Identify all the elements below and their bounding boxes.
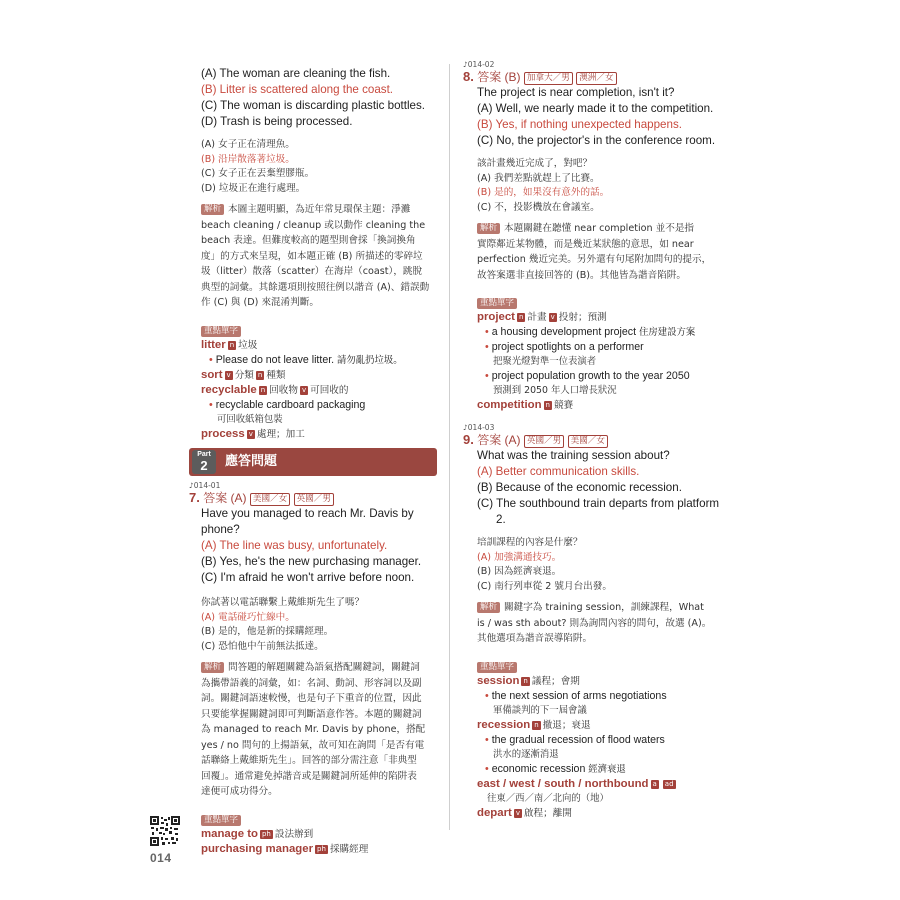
audio-track-label: ♪014-01 [189,481,221,490]
q6-zh-c: (C) 女子正在丟棄塑膠瓶。 [201,168,315,179]
vocab-example-zh: 把聚光燈對準一位表演者 [493,356,597,367]
page-number: 014 [150,851,172,865]
q6-option-d: (D) Trash is being processed. [201,115,353,128]
vocab-project: project n 計畫 v 投射；預測 [477,311,607,323]
question-7 [189,481,439,857]
q8-analysis: 解析 本題關鍵在聽懂 near completion 並不是指 實際鄰近某物體，而是幾近某狀態的意思，如 near perfection 幾近完美。另外還有句尾附加問句的提示， 故答案選非直接回答的 (B)。其他皆為諧音陷阱。 [477,223,712,281]
zh-option-b: (B) 是的，他是新的採購經理。 [201,626,334,637]
q6-zh-d: (D) 垃圾正在進行處理。 [201,182,306,194]
part-header [189,448,437,476]
question-text: Have you managed to reach Mr. Davis by [201,507,414,520]
vocab-purchasing-manager: purchasing manager ph 採購經理 [201,842,369,855]
speaker-chip: 美國／女 [568,435,608,448]
option-a: (A) Well, we nearly made it to the competition. [477,102,714,115]
left-column [201,66,438,442]
key-words-tag: 重點單字 [201,815,241,826]
option-c: (C) The southbound train departs from platform [477,497,720,510]
q6-option-b: (B) Litter is scattered along the coast. [201,83,394,96]
question-text: The project is near completion, isn't it? [477,86,675,99]
zh-question: 你試著以電話聯繫上戴維斯先生了嗎？ [201,597,365,608]
vocab-direction: east / west / south / northbound a ad [477,777,674,790]
q7-analysis: 解析 問答題的解題關鍵為語氣搭配關鍵詞，關鍵詞 為攜帶語義的詞彙，如：名詞、動詞、形容詞以及副 詞。關鍵詞語速較慢，也是句子下重音的位置，因此 只要能掌握關鍵詞即可判斷語意作答。本題的關鍵詞 為 managed to reach Mr. Davis by phone，搭配 yes / no 問句的上揚語氣，故可知在詢問「是否有電 話聯絡上戴維斯先生」。回答的部分需注意「非典型 回覆」。通常避免掉諧音或是關鍵詞所延伸的陷阱表 達便可成功得分。 [201,662,426,797]
vocab-example: • the next session of arms negotiations [485,689,667,702]
q6-analysis: 解析 本圖主題明顯，為近年常見環保主題：淨灘 beach cleaning / cleanup 或以動作 cleaning the beach 表達。但難度較高的題型則會採「換詞換角 度」的方式來呈現，如本題正確 (B) 所描述的零碎垃 圾（litter）散落（scatter）在海岸（coast），跳脫 典型的詞彙。其餘選項則按照往例以諧音 (A)、錯誤動 作 (C) 與 (D) 來混淆判斷。 [201,204,430,308]
key-words-tag: 重點單字 [477,298,517,309]
zh-option-a: (A) 加強溝通技巧。 [477,551,562,563]
zh-option-a: (A) 我們差點就趕上了比賽。 [477,172,600,184]
speaker-chip: 加拿大／男 [524,72,573,85]
q6-option-c: (C) The woman is discarding plastic bottles. [201,99,426,112]
right-column [463,60,725,821]
zh-option-a: (A) 電話碰巧忙線中。 [201,611,295,623]
vocab-example: • recyclable cardboard packaging [209,398,366,411]
vocab-direction-def: 往東／西／南／北向的（地） [487,792,609,804]
answer-line: 8. 答案 (B) 加拿大／男 澳洲／女 [463,69,725,85]
q6-option-a: (A) The woman are cleaning the fish. [201,67,391,80]
audio-track-label: ♪014-02 [463,60,495,69]
answer-line: 9. 答案 (A) 英國／男 美國／女 [463,432,725,448]
qr-code-icon [150,816,180,846]
part-title: 應答問題 [225,454,278,469]
zh-option-c: (C) 恐怕他中午前無法抵達。 [201,640,324,652]
vocab-example: • economic recession 經濟衰退 [485,762,626,775]
vocab-recession: recession n 撤退；衰退 [477,718,591,731]
answer-line: 7. 答案 (A) 美國／女 英國／男 [189,490,439,506]
vocab-litter: litter n 垃圾 [201,338,258,351]
speaker-chip: 英國／男 [294,493,334,506]
vocab-competition: competition n 競賽 [477,399,574,411]
speaker-chip: 美國／女 [250,493,290,506]
vocab-recyclable: recyclable n 回收物 v 可回收的 [201,383,349,396]
column-divider [449,64,450,830]
audio-track-label: ♪014-03 [463,423,495,432]
vocab-example-zh: 預測到 2050 年人口增長狀況 [493,385,617,396]
option-c: (C) I'm afraid he won't arrive before noon. [201,571,415,584]
zh-option-c: (C) 南行列車從 2 號月台出發。 [477,580,612,592]
option-b: (B) Yes, he's the new purchasing manager. [201,555,422,568]
vocab-example: • the gradual recession of flood waters [485,733,665,746]
question-text: What was the training session about? [477,449,670,462]
zh-option-c: (C) 不，投影機放在會議室。 [477,201,600,213]
speaker-chip: 澳洲／女 [576,72,616,85]
vocab-depart: depart v 啟程；離開 [477,806,572,819]
vocab-process: process v 處理；加工 [201,427,305,440]
vocab-example-zh: 洪水的逐漸消退 [493,748,559,760]
q6-zh-a: (A) 女子正在清理魚。 [201,139,295,150]
q6-zh-b: (B) 沿岸散落著垃圾。 [201,153,295,165]
speaker-chip: 英國／男 [524,435,564,448]
question-text-cont: phone? [201,523,240,536]
zh-option-b: (B) 因為經濟衰退。 [477,566,562,577]
vocab-example: • project population growth to the year 2050 [485,370,690,382]
part-badge: Part 2 [192,450,216,474]
vocab-example-zh: 軍備談判的下一屆會議 [493,704,587,716]
vocab-example: • a housing development project 住房建設方案 [485,326,696,338]
option-c: (C) No, the projector's in the conference room. [477,134,716,147]
option-b: (B) Yes, if nothing unexpected happens. [477,118,682,131]
option-c-cont: 2. [496,513,506,526]
vocab-example-zh: 可回收紙箱包裝 [217,413,283,425]
vocab-example: • Please do not leave litter. 請勿亂扔垃圾。 [209,353,403,366]
zh-question: 該計畫幾近完成了，對吧？ [477,158,593,169]
analysis-tag: 解析 [201,204,224,215]
vocab-example: • project spotlights on a performer [485,341,644,353]
vocab-sort: sort v 分類 n 種類 [201,368,286,381]
zh-option-b: (B) 是的，如果沒有意外的話。 [477,187,610,198]
vocab-session: session n 議程；會期 [477,674,580,687]
vocab-manage-to: manage to ph 設法辦到 [201,827,314,840]
option-b: (B) Because of the economic recession. [477,481,682,494]
zh-question: 培訓課程的內容是什麼？ [477,537,583,548]
key-words-tag: 重點單字 [477,662,517,673]
q9-analysis: 解析 關鍵字為 training session，訓練課程，What is / was sth about? 則為詢問內容的問句，故選 (A)。 其他選項為諧音誤導陷阱。 [477,602,712,644]
key-words-tag: 重點單字 [201,326,241,337]
option-a: (A) Better communication skills. [477,465,640,478]
option-a: (A) The line was busy, unfortunately. [201,539,388,552]
